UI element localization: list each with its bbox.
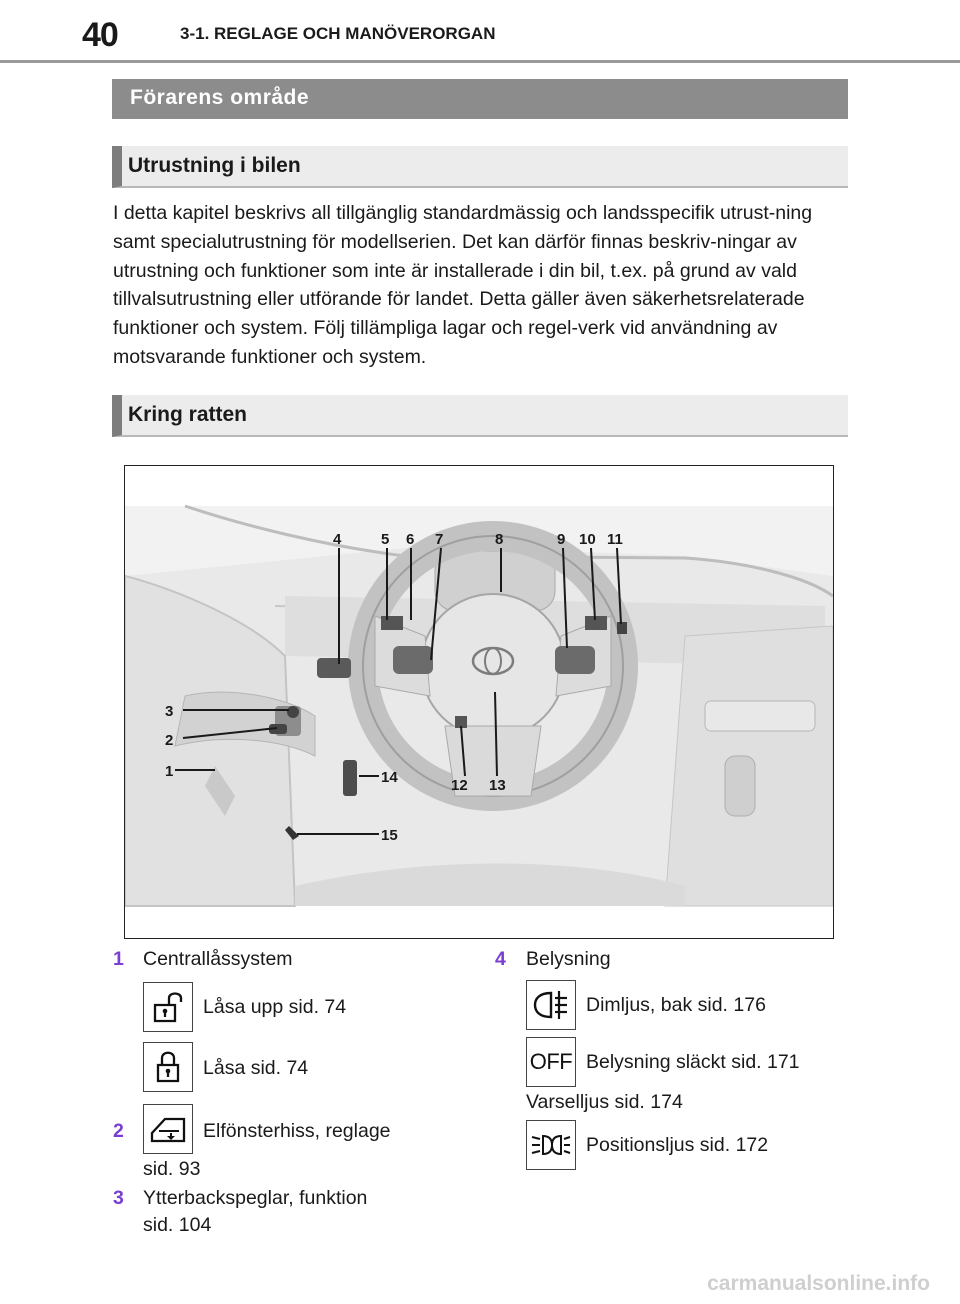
- lights-off-label: OFF: [529, 1049, 573, 1074]
- callout-1: 1: [165, 763, 174, 780]
- daytime-running-text: Varselljus sid. 174: [526, 1091, 683, 1113]
- item-page-elfonsterhiss: sid. 93: [143, 1158, 201, 1180]
- item-label-belysning: Belysning: [526, 948, 611, 970]
- item-label-ytterbackspeglar: Ytterbackspeglar, funktion: [143, 1187, 368, 1209]
- item-label-elfonsterhiss: Elfönsterhiss, reglage: [203, 1120, 391, 1142]
- callout-3: 3: [165, 703, 174, 720]
- item-number-4: 4: [495, 948, 506, 970]
- callout-4: 4: [333, 531, 342, 548]
- callout-8: 8: [495, 531, 504, 548]
- window-icon: [143, 1104, 193, 1154]
- callout-12: 12: [451, 777, 468, 794]
- callout-15: 15: [381, 827, 398, 844]
- position-light-icon: [526, 1120, 576, 1170]
- item-page-ytterbackspeglar: sid. 104: [143, 1214, 212, 1236]
- callout-7: 7: [435, 531, 444, 548]
- callout-5: 5: [381, 531, 390, 548]
- callout-14: 14: [381, 769, 398, 786]
- item-number-3: 3: [113, 1187, 124, 1209]
- page-number: 40: [82, 16, 118, 54]
- lights-off-icon: [526, 1037, 576, 1087]
- lights-off-text: Belysning släckt sid. 171: [586, 1051, 800, 1073]
- intro-paragraph: I detta kapitel beskrivs all tillgänglig standardmässig och landsspecifik utrust-ning samt specialutrustning för modellserien. Det kan därför finnas beskriv-ningar av utrustning och funktioner som inte är installerade i din bil, t.ex. på grund av vald tillvalsutrustning eller utförande för landet. Detta gäller även säkerhetsrelaterade funktioner och system. Följ tillämpliga lagar och regel-verk vid användning av motsvarande funktioner och system.: [113, 202, 813, 368]
- callout-2: 2: [165, 732, 174, 749]
- item-number-2: 2: [113, 1120, 124, 1142]
- lock-icon: [143, 1042, 193, 1092]
- callout-9: 9: [557, 531, 566, 548]
- unlock-text: Låsa upp sid. 74: [203, 996, 347, 1018]
- callout-10: 10: [579, 531, 596, 548]
- section-heading: Förarens område: [112, 79, 848, 119]
- header-divider: [0, 60, 960, 63]
- item-label-centrallas: Centrallåssystem: [143, 948, 293, 970]
- item-number-1: 1: [113, 948, 124, 970]
- callout-13: 13: [489, 777, 506, 794]
- unlock-icon: [143, 982, 193, 1032]
- illustration-drawing: [125, 466, 833, 938]
- chapter-title: 3-1. REGLAGE OCH MANÖVERORGAN: [180, 24, 496, 43]
- position-light-text: Positionsljus sid. 172: [586, 1134, 769, 1156]
- subsection-heading-equipment: Utrustning i bilen: [112, 146, 848, 188]
- site-watermark: carmanualsonline.info: [707, 1272, 930, 1295]
- steering-wheel-illustration: [124, 465, 834, 939]
- callout-11: 11: [607, 531, 623, 548]
- rear-fog-text: Dimljus, bak sid. 176: [586, 994, 766, 1016]
- subsection-heading-steering: Kring ratten: [112, 395, 848, 437]
- lock-text: Låsa sid. 74: [203, 1057, 309, 1079]
- rear-fog-icon: [526, 980, 576, 1030]
- callout-6: 6: [406, 531, 415, 548]
